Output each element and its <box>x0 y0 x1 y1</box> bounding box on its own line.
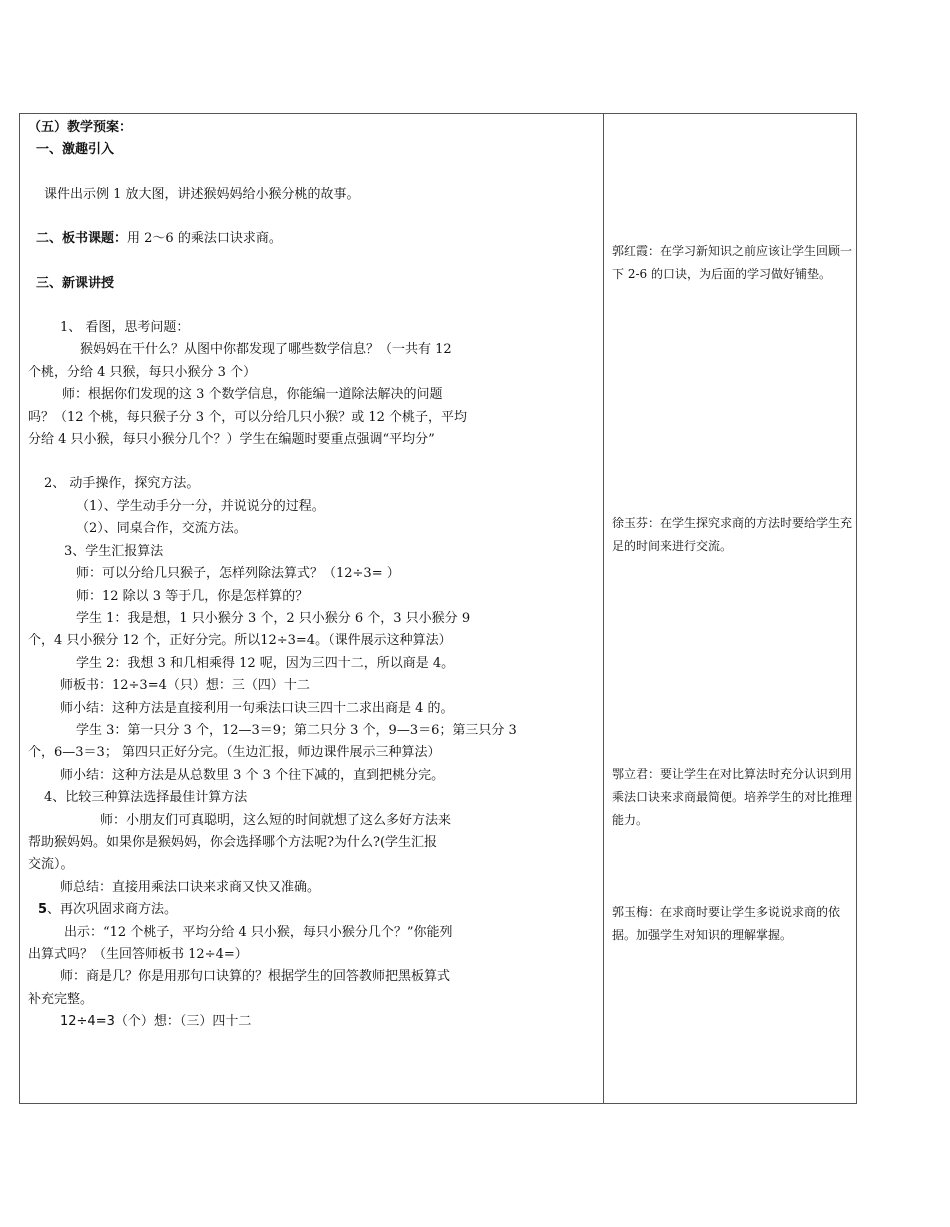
step-text: 、再次巩固求商方法。 <box>47 902 178 918</box>
text-line: 师小结：这种方法是从总数里 3 个 3 个往下减的，直到把桃分完。 <box>60 767 445 783</box>
text-line: 分给 4 只小猴，每只小猴分几个？）学生在编题时要重点强调“平均分” <box>28 432 435 448</box>
equation: 12÷4=3 <box>60 1014 115 1030</box>
text-line <box>28 1011 598 1033</box>
part3-title: 三、新课讲授 <box>36 275 115 291</box>
comment: 徐玉芬：在学生探究求商的方法时要给学生充足的时间来进行交流。 <box>612 516 853 553</box>
text-line: （1）、学生动手分一分，并说说分的过程。 <box>76 498 325 514</box>
column-divider <box>603 113 604 1104</box>
part2-title: 二、板书课题： <box>36 231 128 247</box>
text-line: 师：小朋友们可真聪明，这么短的时间就想了这么多好方法来 <box>100 812 452 828</box>
section-heading: （五）教学预案： <box>28 120 133 135</box>
part2-line <box>28 228 598 250</box>
text-line: 师：商是几？你是用那句口诀算的？根据学生的回答教师把黑板算式 <box>60 969 451 985</box>
text-line: 交流）。 <box>28 857 74 873</box>
text-line: 4、比较三种算法选择最佳计算方法 <box>44 790 248 806</box>
text-line: 出示：“12 个桃子，平均分给 4 只小猴，每只小猴分几个？”你能列 <box>64 924 453 940</box>
comment: 鄂立君：要让学生在对比算法时充分认识到用乘法口诀来求商最简便。培养学生的对比推理能力。 <box>612 767 853 827</box>
text-line: 个桃，分给 4 只猴，每只小猴分 3 个） <box>28 364 257 380</box>
text-line: 师：可以分给几只猴子，怎样列除法算式？（12÷3= ） <box>76 566 400 582</box>
text-line: 师：根据你们发现的这 3 个数学信息，你能编一道除法解决的问题 <box>62 387 443 403</box>
text-line: 师：12 除以 3 等于几，你是怎样算的？ <box>76 588 309 604</box>
text-line: 吗？（12 个桃，每只猴子分 3 个，可以分给几只小猴？或 12 个桃子，平均 <box>28 409 468 425</box>
text-line: 3、学生汇报算法 <box>64 543 164 559</box>
text-line: 个，4 只小猴分 12 个，正好分完。所以12÷3=4。（课件展示这种算法） <box>28 633 452 649</box>
part1-text: 课件出示例 1 放大图，讲述猴妈妈给小猴分桃的故事。 <box>44 186 360 202</box>
text-line: 师总结：直接用乘法口诀来求商又快又准确。 <box>60 879 321 895</box>
text-line <box>28 899 598 921</box>
text-line: （2）、同桌合作，交流方法。 <box>76 521 247 537</box>
comment: 郭玉梅：在求商时要让学生多说说求商的依据。加强学生对知识的理解掌握。 <box>612 905 841 942</box>
text-line: 补充完整。 <box>28 991 94 1007</box>
text-line: 猴妈妈在干什么？从图中你都发现了哪些数学信息？（一共有 12 <box>80 342 452 358</box>
text-line: 1、 看图，思考问题： <box>60 320 190 336</box>
text-line: 学生 2：我想 3 和几相乘得 12 呢，因为三四十二，所以商是 4。 <box>76 655 455 671</box>
text-line: 师板书：12÷3=4（只）想：三（四）十二 <box>60 678 310 694</box>
lesson-plan-content <box>28 117 598 1034</box>
part1-title: 一、激趣引入 <box>36 142 115 158</box>
text-line: 帮助猴妈妈。如果你是猴妈妈，你会选择哪个方法呢?为什么?(学生汇报 <box>28 834 438 850</box>
text-line: 出算式吗？（生回答师板书 12÷4=） <box>28 947 248 962</box>
text-line: 学生 3：第一只分 3 个，12—3＝9；第二只分 3 个，9—3＝6；第三只分 3 <box>76 722 517 738</box>
text-line: 师小结：这种方法是直接利用一句乘法口诀三四十二求出商是 4 的。 <box>60 700 454 716</box>
step-number: 5 <box>38 902 48 918</box>
text-line: 学生 1：我是想，1 只小猴分 3 个，2 只小猴分 6 个，3 只小猴分 9 <box>76 610 471 626</box>
equation-note: （个）想：（三）四十二 <box>114 1014 252 1030</box>
text-line: 2、 动手操作，探究方法。 <box>44 476 200 492</box>
comment: 郭红霞：在学习新知识之前应该让学生回顾一下 2-6 的口诀，为后面的学习做好铺垫。 <box>612 244 853 281</box>
part2-text: 用 2～6 的乘法口诀求商。 <box>127 231 282 247</box>
text-line: 个，6—3＝3； 第四只正好分完。（生边汇报，师边课件展示三种算法） <box>28 745 441 761</box>
